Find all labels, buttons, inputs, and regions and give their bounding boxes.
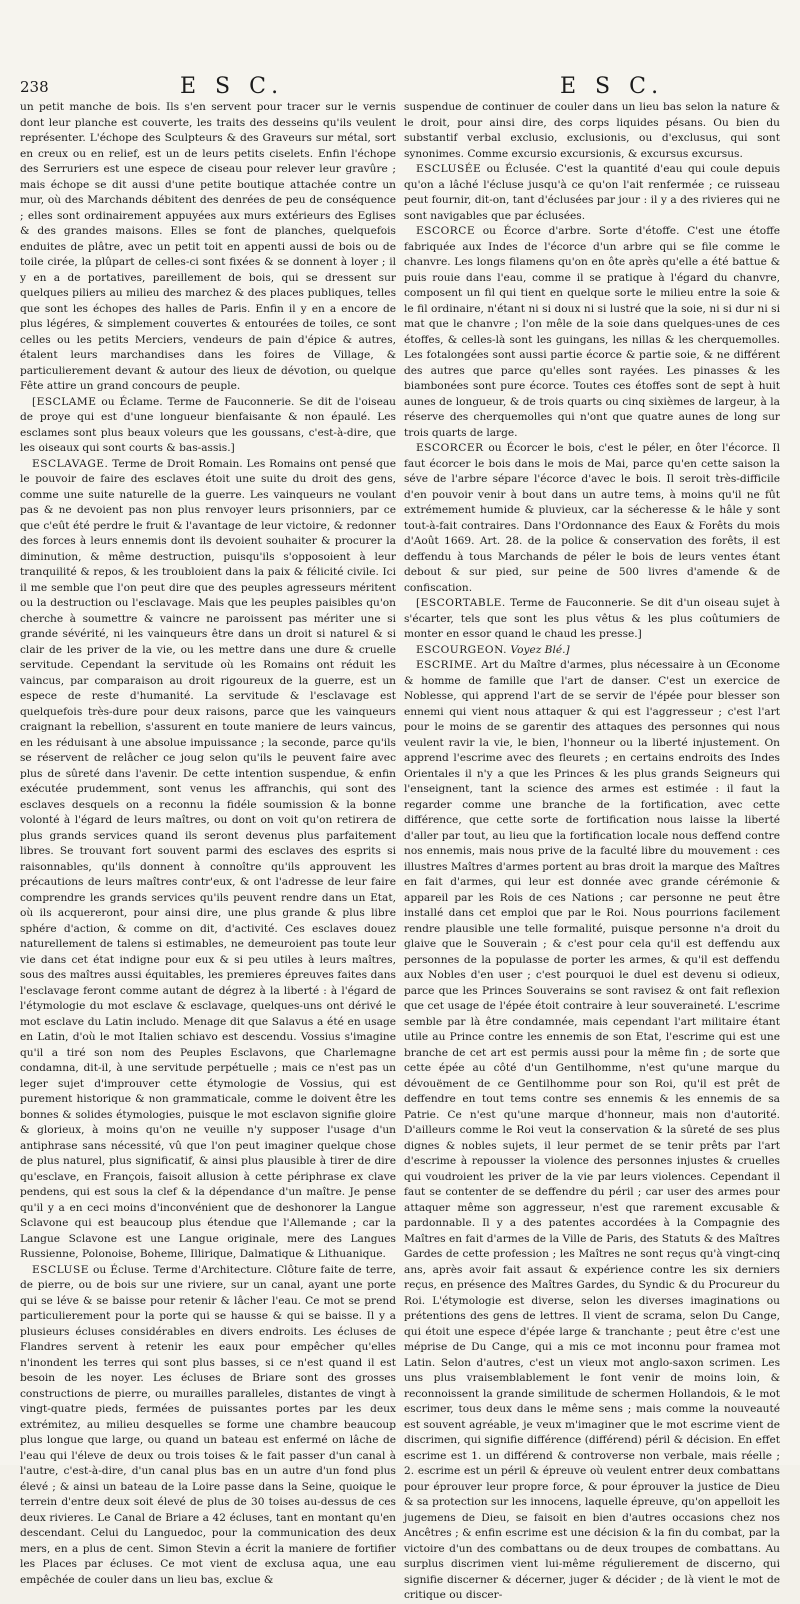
entry-text: Voyez Blé.]: [510, 643, 570, 656]
entry-esclavage: [20, 457, 396, 1263]
entry-text: ou Éclusée. C'est la quantité d'eau qui coule depuis qu'on a lâché l'écluse jusqu'à ce qu'on l'ait renfermée ; ce ruisseau peut fournir, dit-on, tant d'éclusées par jour : il y a des rivieres qui ne sont navigables que par éclusées.: [404, 163, 781, 222]
headword: [ESCORTABLE.: [416, 597, 506, 609]
entry-text: Terme de Droit Romain. Les Romains ont pensé que le pouvoir de faire des esclaves étoit une suite du droit des gens, comme une suite naturelle de la guerre. Les vainqueurs ne voulant pas & ne devoient pas non plus renvoyer leurs prisonniers, par ce que c'eût été perdre le fruit & l'avantage de leur victoire, & redonner des forces à leurs ennemis dont ils devoient souhaiter & procurer la diminution, & même destruction, puisqu'ils s'opposoient à leur tranquilité & repos, & les troubloient dans la paix & félicité civile. Ici il me semble que l'on peut dire que des peuples agresseurs méritent ou la destruction ou l'esclavage. Mais que les peuples paisibles qu'on cherche à soumettre & vaincre ne paroissent pas mériter une si grande sévérité, ni les vainqueurs être dans un droit si naturel & si clair de les priver de la vie, ou les mettre dans une dure & cruelle servitude. Cependant la servitude où les Romains ont réduit les vaincus, par comparaison au droit rigoureux de la guerre, est un espece de reste d'humanité. La servitude & l'esclavage est quelquefois très-dure pour deux raisons, parce que les vainqueurs craignant la rebellion, s'assurent en toute maniere de leurs vaincus, en les réduisant à une absolue impuissance ; la seconde, parce qu'ils se réservent de relâcher ce joug selon qu'ils le peuvent faire avec plus de sûreté dans l'avenir. De cette intention suspendue, & enfin exécutée prudemment, sont venus les affranchis, qui sont des esclaves desquels on a reconnu la fidéle soumission & la bonne volonté à l'égard de leurs maîtres, ou dont on voit qu'on retirera de plus grands services quand ils seront devenus plus parfaitement libres. Se trouvant fort souvent parmi des esclaves des esprits si raisonnables, qu'ils donnent à connoître qu'ils approuvent les précautions de leurs maîtres contr'eux, & ont l'adresse de leur faire comprendre les grands services qu'ils peuvent rendre dans un Etat, où ils acquereront, pour ainsi dire, une plus grande & plus libre sphére d'action, & comme on dit, d'activité. Ces esclaves douez naturellement de talens si estimables, ne demeuroient pas toute leur vie dans cet état indigne pour eux & si peu utiles à leurs maîtres, sous des maîtres aussi équitables, les premieres épreuves faites dans l'esclavage feront comme autant de dégrez à la liberté : à l'égard de l'étymologie du mot esclave & esclavage, quelques-uns ont dérivé le mot esclave du Latin includo. Menage dit que Salavus a été en usage en Latin, d'où le mot Italien schiavo est descendu. Vossius s'imagine qu'il a tiré son nom des Peuples Esclavons, que Charlemagne condamna, dit-il, à une servitude perpétuelle ; mais ce n'est pas un leger sujet d'improuver cette étymologie de Vossius, qui est purement historique & non grammaticale, comme le doivent être les bonnes & solides étymologies, puisque le mot esclavon signifie gloire & glorieux, à moins qu'on ne veuille n'y supposer l'usage d'un antiphrase sans nécessité, vû que l'on peut imaginer quelque chose de plus naturel, plus significatif, & ainsi plus plausible à tirer de dire qu'esclave, en François, faisoit allusion à cette périphrase ex clave pendens, qui est sous la clef & la dépendance d'un maître. Je pense qu'il y a en ceci moins d'inconvénient que de deshonorer la Langue Sclavone qui est beaucoup plus étendue que l'Allemande ; car la Langue Sclavone est une Langue originale, mere des Langues Russienne, Polonoise, Boheme, Illirique, Dalmatique & Lithuanique.: [20, 457, 396, 1260]
headword: ESCORCER: [416, 442, 484, 454]
entry-text: Art du Maître d'armes, plus nécessaire à un Œconome & homme de famille que l'art de danser. C'est un exercice de Noblesse, qui apprend l'art de se servir de l'épée pour blesser son ennemi qui vient nous attaquer & qui est l'aggresseur ; c'est l'art pour le moins de se garentir des attaques des personnes qui nous veulent ravir la vie, le bien, l'honneur ou la liberté injustement. On apprend l'escrime avec des fleurets ; en certains endroits des Indes Orientales il n'y a que les Princes & les plus grands Seigneurs qui l'enseignent, tant la science des armes est estimée : il faut la regarder comme une branche de la fortification, avec cette différence, que cette sorte de fortification nous laisse la liberté d'aller par tout, au lieu que la fortification locale nous deffend contre nos ennemis, mais nous prive de la faculté libre du mouvement : ces illustres Maîtres d'armes portent au bras droit la marque des Maîtres en fait d'armes, qui leur est donnée avec grande cérémonie & appareil par les Rois de ces Nations ; car personne ne peut être installé dans cet emploi que par le Roi. Nous pourrions facilement rendre plausible une telle formalité, puisque personne n'a droit du glaive que le Souverain ; & c'est pour cela qu'il est deffendu aux personnes de la populasse de porter les armes, & qu'il est deffendu aux Nobles d'en user ; c'est pourquoi le duel est devenu si odieux, parce que les Princes Souverains se sont ravisez & ont fait reflexion que cet usage de l'épée étoit contraire à leur souveraineté. L'escrime semble par là être condamnée, mais cependant l'art militaire étant utile au Prince contre les ennemis de son Etat, l'escrime qui est une branche de cet art est permis aussi pour la même fin ; de sorte que cette épée au côté d'un Gentilhomme, n'est qu'une marque du dévouëment de ce Gentilhomme pour son Roi, qu'il est prêt de deffendre en tout tems contre ses ennemis & les ennemis de sa Patrie. Ce n'est qu'une marque d'honneur, mais non d'autorité. D'ailleurs comme le Roi veut la conservation & la sûreté de ses plus dignes & nobles sujets, il leur permet de se tenir prêts par l'art d'escrime à repousser la violence des personnes injustes & cruelles qui voudroient les priver de la vie par leurs violences. Cependant il faut se contenter de se deffendre du péril ; car user des armes pour attaquer même son aggresseur, n'est que rarement excusable & pardonnable. Il y a des patentes accordées à la Compagnie des Maîtres en fait d'armes de la Ville de Paris, des Statuts & des Maîtres Gardes de cette profession ; les Maîtres ne sont reçus qu'à vingt-cinq ans, après avoir fait assaut & expérience contre les six derniers reçus, en présence des Maîtres Gardes, du Syndic & du Procureur du Roi. L'étymologie est diverse, selon les diverses imaginations ou prétentions des gens de lettres. Il vient de scrama, selon Du Cange, qui étoit une espece d'épée large & tranchante ; peut être c'est une méprise de Du Cange, qui a mis ce mot inconnu pour framea mot Latin. Selon d'autres, c'est un vieux mot anglo-saxon scrimen. Les uns plus vraisemblablement le font venir de moins loin, & reconnoissent la grande similitude de schermen Hollandois, & le mot escrimer, tous deux dans le même sens ; mais comme la nouveauté est souvent agréable, je veux m'imaginer que le mot escrime vient de discrimen, qui signifie différence (différend) péril & décision. En effet escrime est 1. un différend & controverse non verbale, mais réelle ; 2. escrime est un péril & épreuve où veulent entrer deux combattans pour éprouver leur propre force, & pour éprouver la justice de Dieu & sa protection sur les innocens, laquelle épreuve, qu'on appelloit les jugemens de Dieu, se faisoit en bien d'autres occasions chez nos Ancêtres ; & enfin escrime est une décision & la fin du combat, par la victoire d'un des combattans ou de deux troupes de combattans. Au surplus discrimen vient lui-même régulierement de discerno, qui signifie discerner & décerner, juger & décider ; de là vient le mot de critique ou discer-: [404, 659, 780, 1601]
entry-escrime: [404, 658, 780, 1604]
entry-escorcer: [404, 441, 780, 596]
entry-escluse-continuation: suspendue de continuer de couler dans un lieu bas selon la nature & le droit, pour ainsi dire, des corps liquides pésans. Ou bien du substantif verbal exclusio, exclusionis, ou d'exclusus, qui sont synonimes. Comme excursio excursionis, & excursus excursus.: [404, 101, 780, 160]
entry-text: ou Éclame. Terme de Fauconnerie. Se dit de l'oiseau de proye qui est d'une longueur bienfaisante & non épaulé. Les esclames sont plus beaux voleurs que les goussans, c'est-à-dire, que les oiseaux qui sont courts & bas-assis.]: [20, 395, 396, 454]
page-header: [0, 72, 800, 102]
headword: ESCOURGEON.: [416, 643, 508, 656]
entry-echope-continuation: un petit manche de bois. Ils s'en servent pour tracer sur le vernis dont leur planche est couverte, les traits des desseins qu'ils veulent représenter. L'échope des Sculpteurs & des Graveurs sur métal, sort en creux ou en relief, est un de leurs petits ciselets. Enfin l'échope des Serruriers est une espece de ciseau pour relever leur gravûre ; mais échope se dit aussi d'une petite boutique attachée contre un mur, où des Marchands débitent des denrées de peu de conséquence ; elles sont ordinairement appuyées aux murs extérieurs des Eglises & des grandes maisons. Elles se font de planches, quelquefois enduites de plâtre, avec un petit toit en appenti aussi de bois ou de toile cirée, la plûpart de celles-ci sont fixées & se donnent à loyer ; il y en a de portatives, pareillement de bois, qui se dressent sur quelques piliers au milieu des marchez & des places publiques, telles que sont les échopes des halles de Paris. Enfin il y en a encore de plus légéres, & simplement couvertes & entourées de toiles, ce sont celles ou les petits Merciers, vendeurs de pain d'épice & autres, étalent leurs marchandises dans les foires de Village, & particulierement devant & autour des lieux de dévotion, ou quelque Fête attire un grand concours de peuple.: [20, 101, 396, 392]
entry-text: ou Écluse. Terme d'Architecture. Clôture faite de terre, de pierre, ou de bois sur une riviere, sur un canal, ayant une porte qui se léve & se baisse pour retenir & lâcher l'eau. Ce mot se prend particulierement pour la porte qui se hausse & qui se baisse. Il y a plusieurs écluses considérables en divers endroits. Les écluses de Flandres servent à retenir les eaux pour empêcher qu'elles n'inondent les terres qui sont plus basses, si ce n'est quand il est besoin de les noyer. Les écluses de Briare sont des grosses constructions de pierre, ou murailles paralleles, distantes de vingt à vingt-quatre pieds, fermées de puissantes portes par les deux extrémitez, au milieu desquelles se forme une chambre beaucoup plus longue que large, ou quand un bateau est enfermé on lâche de l'eau qui l'éleve de deux ou trois toises & le fait passer d'un canal à l'autre, c'est-à-dire, d'un canal plus bas en un autre d'un fond plus élevé ; & ainsi un bateau de la Loire passe dans la Seine, quoique le terrein d'entre deux soit élevé de plus de 30 toises au-dessus de ces deux rivieres. Le Canal de Briare a 42 écluses, tant en montant qu'en descendant. Celui du Languedoc, pour la communication des deux mers, en a plus de cent. Simon Stevin a écrit la maniere de fortifier les Places par écluses. Ce mot vient de exclusa aqua, une eau empêchée de couler dans un lieu bas, exclue &: [20, 1263, 397, 1586]
headword: ESCLUSÉE: [416, 163, 482, 175]
headword: ESCRIME.: [416, 659, 478, 671]
entry-escluse: [20, 1263, 396, 1589]
running-head-right: E S C.: [560, 74, 665, 99]
page-number: 238: [20, 78, 49, 96]
running-head-left: E S C.: [180, 74, 285, 99]
entry-escourgeon: [404, 643, 780, 659]
entry-escorce: [404, 224, 780, 441]
entry-escortable: [404, 596, 780, 643]
headword: ESCLUSE: [32, 1263, 89, 1276]
right-column: [404, 100, 781, 1601]
left-column: [20, 100, 397, 1586]
entry-esclame: [20, 395, 396, 457]
entry-text: ou Écorce d'arbre. Sorte d'étoffe. C'est une étoffe fabriquée aux Indes de l'écorce d'un arbre qui se file comme le chanvre. Les longs filamens qu'on en ôte après qu'elle a été battue & puis rouie dans l'eau, comme il se pratique à l'égard du chanvre, composent un fil qui tient en quelque sorte le milieu entre la soie & le fil ordinaire, n'étant ni si doux ni si lustré que la soie, ni si dur ni si mat que le chanvre ; l'on mêle de la soie dans quelques-unes de ces étoffes, & celles-là sont les guingans, les nillas & les cherquemolles. Les fotalongées sont aussi partie écorce & partie soie, & ne différent des autres que parce qu'elles sont rayées. Les pinasses & les biambonées sont pure écorce. Toutes ces étoffes sont de sept à huit aunes de longueur, & de trois quarts ou cinq sixièmes de largeur, à la réserve des cherquemolles qui n'ont que quatre aunes de long sur trois quarts de large.: [404, 225, 780, 439]
entry-text: Terme de Fauconnerie. Se dit d'un oiseau sujet à s'écarter, tels que sont les plus vêtus & les plus coûtumiers de monter en essor quand le chaud les presse.]: [404, 597, 780, 640]
entry-esclusee: [404, 162, 780, 224]
entry-text: ou Écorcer le bois, c'est le péler, en ôter l'écorce. Il faut écorcer le bois dans le mois de Mai, parce qu'en cette saison la séve de l'arbre sépare l'écorce d'avec le bois. Il seroit très-difficile d'en pouvoir venir à bout dans un autre tems, à moins qu'il ne fût extrémement humide & pluvieux, car la sécheresse & le hâle y sont tout-à-fait contraires. Dans l'Ordonnance des Eaux & Forêts du mois d'Août 1669. Art. 28. de la police & conservation des forêts, il est deffendu à tous Marchands de péler le bois de leurs ventes étant debout & sur pied, sur peine de 500 livres d'amende & de confiscation.: [404, 442, 780, 594]
headword: [ESCLAME: [32, 395, 97, 408]
headword: ESCLAVAGE.: [32, 457, 109, 470]
headword: ESCORCE: [416, 225, 476, 237]
